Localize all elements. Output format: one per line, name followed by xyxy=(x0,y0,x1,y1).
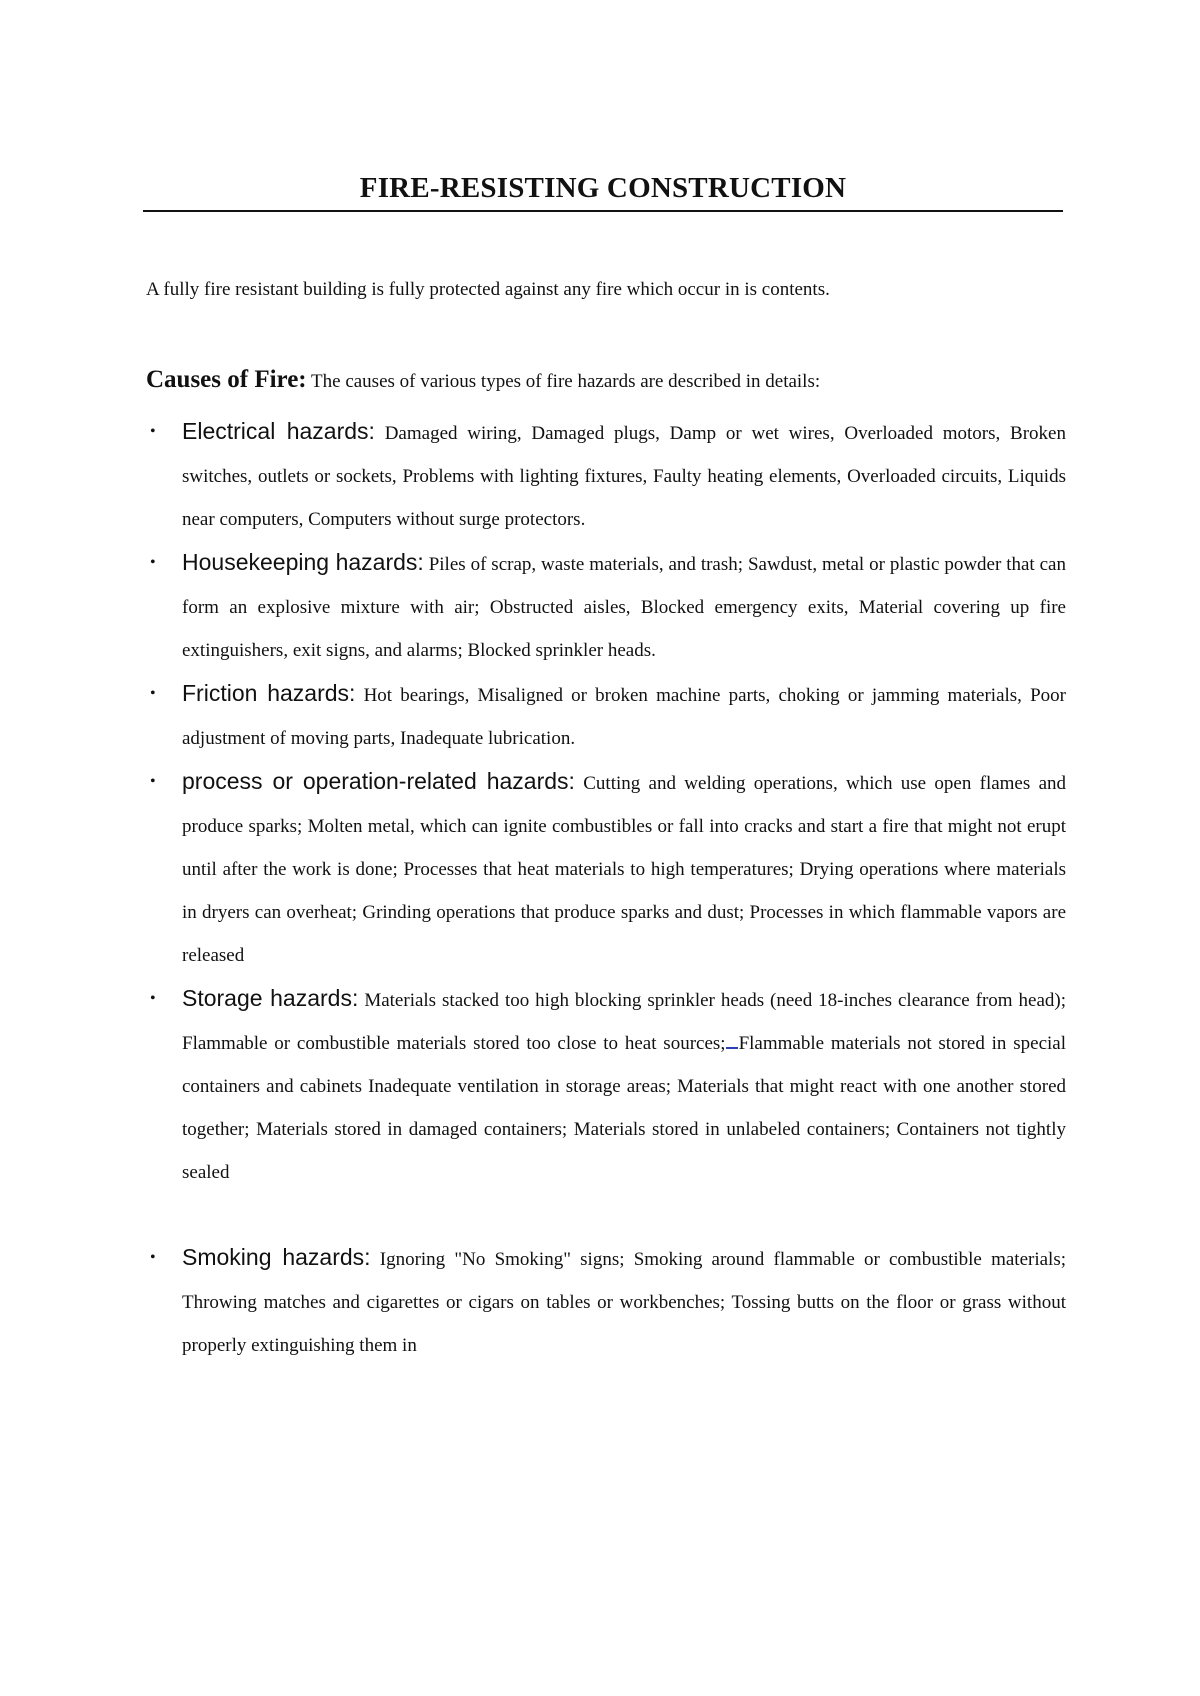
hazard-label: Friction hazards: xyxy=(182,680,356,706)
hazard-text-part2: Flammable materials not stored in special containers and cabinets Inadequate ventilation in storage areas; Materials that might react with one another stored together; Materials stored in damaged containers; Materials stored in unlabeled containers; Containers not tightly sealed xyxy=(182,1033,1066,1183)
hazard-item-electrical xyxy=(146,410,1066,541)
bullet-icon: • xyxy=(150,773,156,790)
hazard-label: Storage hazards: xyxy=(182,985,359,1011)
title-underline xyxy=(143,210,1063,212)
hazard-item-storage xyxy=(146,977,1066,1194)
text-cursor-mark xyxy=(726,1029,738,1049)
hazard-list xyxy=(146,410,1066,1367)
hazard-label: Housekeeping hazards: xyxy=(182,549,424,575)
bullet-icon: • xyxy=(150,685,156,702)
hazard-label: process or operation-related hazards: xyxy=(182,768,575,794)
hazard-item-smoking xyxy=(146,1236,1066,1367)
hazard-label: Smoking hazards: xyxy=(182,1244,371,1270)
hazard-text: Damaged wiring, Damaged plugs, Damp or wet wires, Overloaded motors, Broken switches, outlets or sockets, Problems with lighting fixtures, Faulty heating elements, Overloaded circuits, Liquids near computers, Computers without surge protectors. xyxy=(182,423,1066,530)
hazard-text: Cutting and welding operations, which use open flames and produce sparks; Molten metal, which can ignite combustibles or fall into cracks and start a fire that might not erupt until after the work is done; Processes that heat materials to high temperatures; Drying operations where materials in dryers can overheat; Grinding operations that produce sparks and dust; Processes in which flammable vapors are released xyxy=(182,773,1067,966)
bullet-icon: • xyxy=(150,554,156,571)
hazard-text: Piles of scrap, waste materials, and trash; Sawdust, metal or plastic powder that can form an explosive mixture with air; Obstructed aisles, Blocked emergency exits, Material covering up fire extinguishers, exit signs, and alarms; Blocked sprinkler heads. xyxy=(182,554,1066,661)
bullet-icon: • xyxy=(150,1249,156,1266)
causes-paragraph xyxy=(146,366,1086,396)
hazard-item-friction xyxy=(146,672,1066,760)
hazard-item-process xyxy=(146,760,1066,977)
causes-heading: Causes of Fire: xyxy=(146,366,307,393)
hazard-text-part1: Materials stacked too high blocking sprinkler heads (need 18-inches clearance from head); Flammable or combustible materials stored too close to heat sources; xyxy=(182,990,1066,1054)
intro-paragraph: A fully fire resistant building is fully protected against any fire which occur in is contents. xyxy=(146,279,830,300)
hazard-item-housekeeping xyxy=(146,541,1066,672)
hazard-label: Electrical hazards: xyxy=(182,418,375,444)
bullet-icon: • xyxy=(150,423,156,440)
page-title: FIRE-RESISTING CONSTRUCTION xyxy=(359,172,847,204)
hazard-text: Ignoring "No Smoking" signs; Smoking around flammable or combustible materials; Throwing matches and cigarettes or cigars on tables or workbenches; Tossing butts on the floor or grass without properly extinguishing them in xyxy=(182,1249,1066,1356)
causes-text: The causes of various types of fire hazards are described in details: xyxy=(306,371,821,392)
hazard-text: Hot bearings, Misaligned or broken machine parts, choking or jamming materials, Poor adjustment of moving parts, Inadequate lubrication. xyxy=(182,685,1066,749)
bullet-icon: • xyxy=(150,990,156,1007)
